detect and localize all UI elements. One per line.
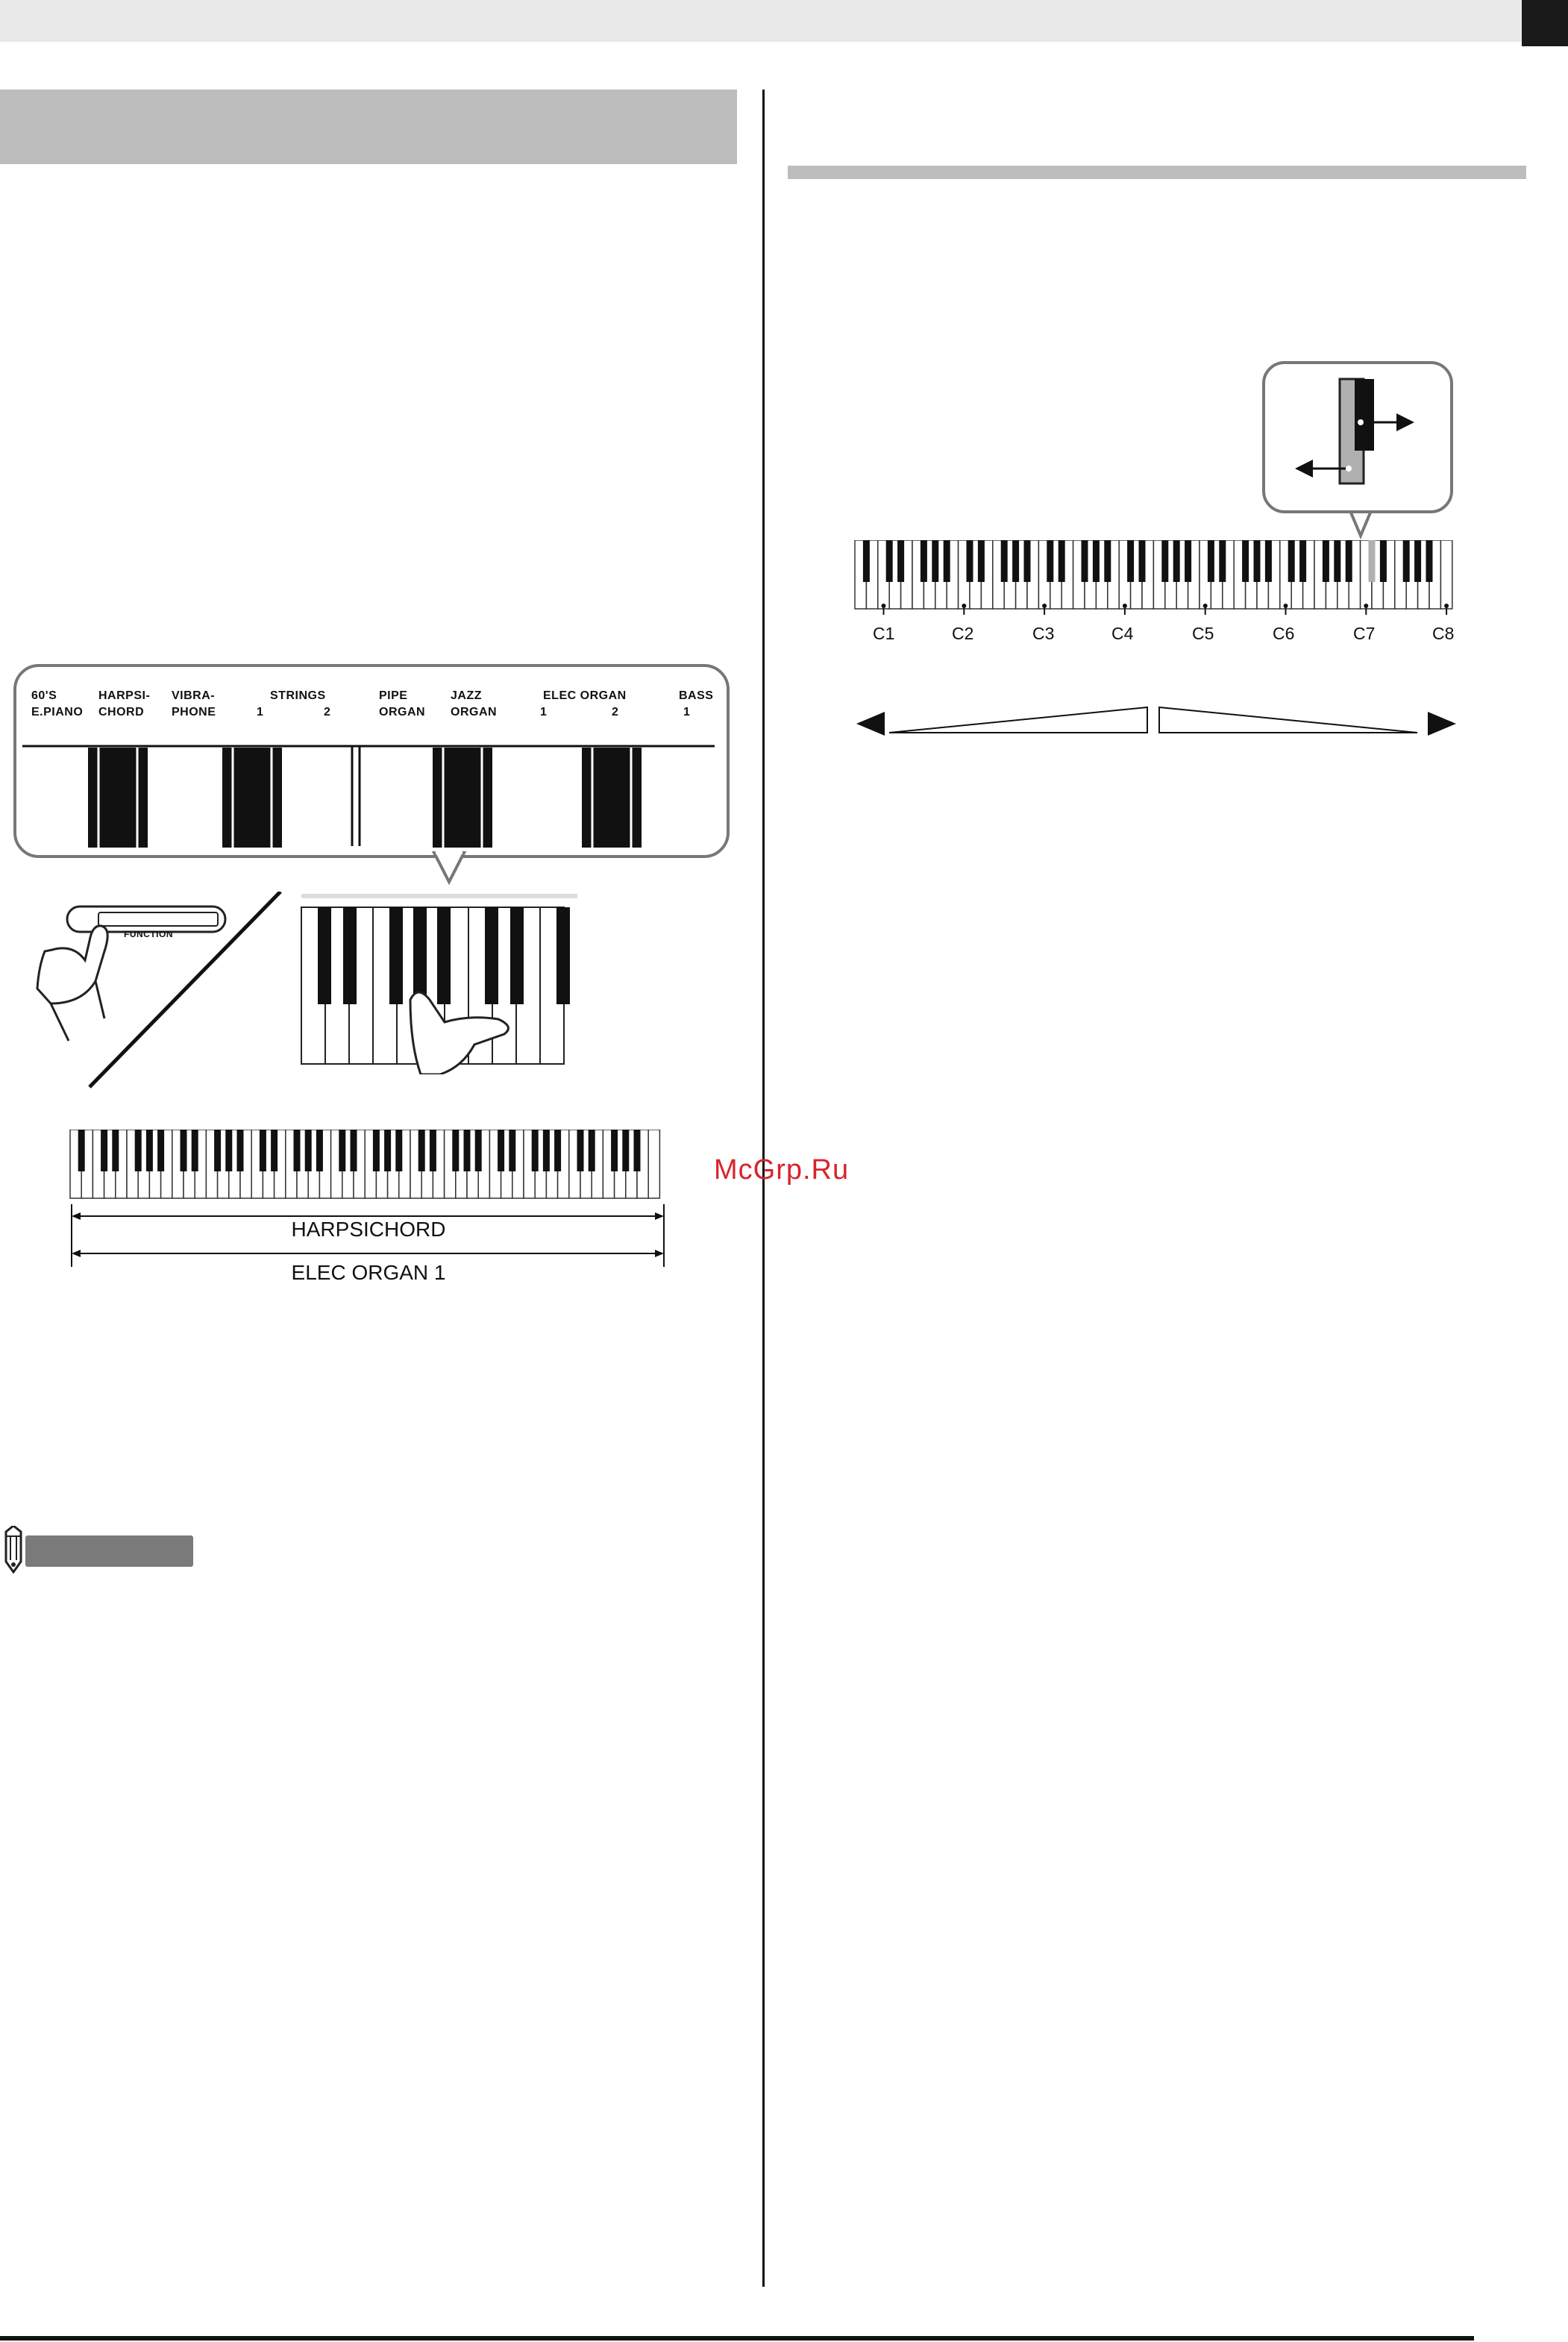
black-key: [384, 1130, 391, 1171]
black-key: [543, 1130, 550, 1171]
black-key: [498, 1130, 504, 1171]
black-key: [1093, 540, 1100, 582]
black-key: [475, 1130, 482, 1171]
note-pencil-icon: [1, 1526, 27, 1574]
black-key: [78, 1130, 85, 1171]
right-wedge: [1159, 707, 1417, 733]
tone-label-strings-2: 2: [324, 706, 331, 718]
octave-label-c2: C2: [952, 624, 974, 643]
black-key: [430, 1130, 436, 1171]
black-key: [589, 1130, 595, 1171]
black-key: [1380, 540, 1387, 582]
octave-label-c5: C5: [1192, 624, 1214, 643]
note-label-bar: [25, 1535, 193, 1567]
black-key: [577, 1130, 584, 1171]
black-key: [146, 1130, 153, 1171]
black-key: [294, 1130, 301, 1171]
octave-label-c7: C7: [1353, 624, 1376, 643]
zoom-callout: [1262, 361, 1453, 513]
black-key: [1104, 540, 1111, 582]
zoom-key-detail: [1265, 364, 1450, 510]
black-key: [509, 1130, 515, 1171]
black-key: [1208, 540, 1214, 582]
tone-label-harpsi: HARPSI-: [98, 689, 151, 702]
black-key: [1139, 540, 1146, 582]
left-wedge: [889, 707, 1147, 733]
black-key: [1185, 540, 1191, 582]
page-tab-marker: [1522, 0, 1568, 46]
tone-label-jazz-organ: ORGAN: [451, 706, 498, 718]
black-key: [622, 1130, 629, 1171]
black-key: [192, 1130, 198, 1171]
black-key: [452, 1130, 459, 1171]
octave-label-c6: C6: [1273, 624, 1295, 643]
tone-label-epiano: E.PIANO: [31, 706, 84, 718]
watermark: McGrp.Ru: [714, 1154, 850, 1186]
tone-label-phone: PHONE: [172, 706, 216, 718]
black-key: [260, 1130, 266, 1171]
black-key: [395, 1130, 402, 1171]
black-key: [1254, 540, 1261, 582]
white-key: [1440, 540, 1452, 609]
range-label-harpsichord: HARPSICHORD: [291, 1218, 446, 1241]
tone-label-bass-1: 1: [683, 706, 691, 718]
tone-label-elec-organ-1: 1: [540, 706, 548, 718]
black-key: [932, 540, 938, 582]
octave-label-c8: C8: [1432, 624, 1455, 643]
black-key: [305, 1130, 312, 1171]
black-key: [1288, 540, 1295, 582]
black-key: [1334, 540, 1340, 582]
black-key: [886, 540, 893, 582]
black-key: [1426, 540, 1433, 582]
black-key: [921, 540, 927, 582]
section-rule-right: [788, 166, 1526, 179]
black-key: [1047, 540, 1053, 582]
black-key: [1403, 540, 1410, 582]
column-divider: [762, 90, 765, 2287]
black-key: [897, 540, 904, 582]
right-arrowhead: [1428, 712, 1456, 736]
black-key: [418, 1130, 425, 1171]
black-key: [1001, 540, 1008, 582]
black-key: [1024, 540, 1031, 582]
tone-label-pipe-organ: ORGAN: [379, 706, 426, 718]
black-key: [1173, 540, 1180, 582]
tone-callout: [13, 664, 730, 858]
black-key: [1082, 540, 1088, 582]
tone-label-pipe: PIPE: [379, 689, 408, 702]
black-key: [1127, 540, 1134, 582]
white-key: [648, 1130, 659, 1198]
range-wedge-arrows: [850, 701, 1462, 746]
black-key: [967, 540, 973, 582]
black-key: [339, 1130, 345, 1171]
black-key: [554, 1130, 561, 1171]
black-key: [157, 1130, 164, 1171]
black-key: [112, 1130, 119, 1171]
black-key: [611, 1130, 618, 1171]
black-key: [1219, 540, 1226, 582]
black-key: [634, 1130, 641, 1171]
function-button-illustration: [30, 892, 298, 1100]
black-key: [1242, 540, 1249, 582]
octave-keyboard: [853, 540, 1453, 615]
section-header-left: [0, 90, 737, 164]
tone-label-chord: CHORD: [98, 706, 145, 718]
keyboard-hand-illustration: [298, 888, 582, 1074]
black-key: [1369, 540, 1376, 582]
black-key: [271, 1130, 277, 1171]
black-key: [464, 1130, 471, 1171]
tone-label-strings-1: 1: [257, 706, 264, 718]
full-keyboard: [69, 1130, 670, 1271]
black-key: [1265, 540, 1272, 582]
octave-label-c1: C1: [873, 624, 895, 643]
black-key: [1059, 540, 1065, 582]
black-key: [181, 1130, 187, 1171]
black-key: [978, 540, 985, 582]
tone-label-elec-organ-2: 2: [612, 706, 619, 718]
black-key: [863, 540, 870, 582]
top-band: [0, 0, 1522, 42]
black-key: [1012, 540, 1019, 582]
black-key: [1299, 540, 1306, 582]
bottom-rule: [0, 2336, 1474, 2341]
black-key: [532, 1130, 539, 1171]
tone-label-vibra: VIBRA-: [172, 689, 216, 702]
tone-label-elec-organ: ELEC ORGAN: [543, 689, 627, 702]
callout-keys: [16, 667, 727, 855]
tone-label-jazz: JAZZ: [451, 689, 482, 702]
function-button: [67, 907, 225, 932]
black-key: [237, 1130, 244, 1171]
black-key: [1161, 540, 1168, 582]
black-key: [1414, 540, 1421, 582]
black-key: [373, 1130, 380, 1171]
black-key: [944, 540, 950, 582]
black-key: [101, 1130, 107, 1171]
tone-label-strings: STRINGS: [270, 689, 326, 702]
tone-label-60s: 60'S: [31, 689, 57, 702]
black-key: [1323, 540, 1329, 582]
tone-label-bass: BASS: [679, 689, 714, 702]
octave-label-c3: C3: [1032, 624, 1055, 643]
black-key: [1346, 540, 1352, 582]
black-key: [135, 1130, 142, 1171]
black-key: [225, 1130, 232, 1171]
range-label-elec-organ: ELEC ORGAN 1: [291, 1261, 446, 1284]
function-button-label: FUNCTION: [124, 929, 173, 939]
black-key: [214, 1130, 221, 1171]
octave-label-c4: C4: [1111, 624, 1134, 643]
black-key: [351, 1130, 357, 1171]
left-arrowhead: [856, 712, 885, 736]
black-key: [316, 1130, 323, 1171]
